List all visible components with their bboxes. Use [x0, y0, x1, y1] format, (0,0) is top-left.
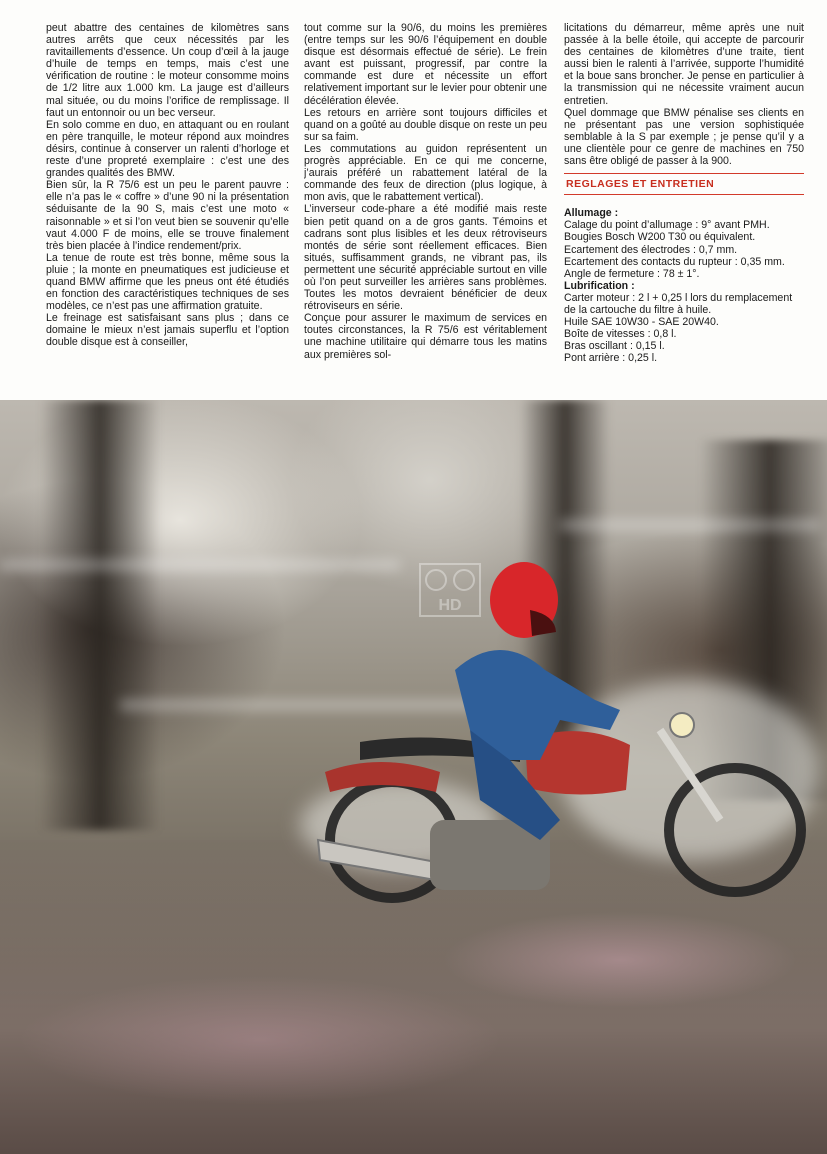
spec-line: Huile SAE 10W30 - SAE 20W40.	[564, 316, 719, 329]
paragraph: peut abattre des centaines de kilomètres sans autres arrêts que ceux nécessités par les ravitaillements d’essence. Un coup d’œil à la jauge d’huile de temps en temps, mais c’est une vérification de routine : le moteur consomme moins de 1/2 litre aux 1.000 km. La jauge est d’ailleurs mal située, ou du moins l’orifice de remplissage. Il faut un entonnoir ou un bec verseur.	[46, 22, 289, 119]
front-wheel	[669, 768, 801, 892]
spec-line: Ecartement des contacts du rupteur : 0,35 mm.	[564, 255, 785, 268]
spec-line: Boîte de vitesses : 0,8 l.	[564, 328, 677, 341]
paragraph: licitations du démarreur, même après une nuit passée à la belle étoile, qui accepte de parcourir des centaines de kilomètres d’une traite, tient aussi bien le ralenti à l’arrivée, supporte l’humidité et la boue sans broncher. Je pense en particulier à la transmission qui ne nécessite vraiment aucun entretien.	[564, 22, 804, 107]
section-title: REGLAGES ET ENTRETIEN	[566, 178, 715, 191]
paragraph: Les retours en arrière sont toujours difficiles et quand on a goûté au double disque on reste un peu sur sa faim.	[304, 106, 547, 143]
motorcycle-rider	[0, 400, 827, 1154]
spec-line: Pont arrière : 0,25 l.	[564, 352, 658, 365]
svg-text:HD: HD	[438, 597, 462, 614]
spec-line: Ecartement des électrodes : 0,7 mm.	[564, 243, 738, 256]
paragraph: La tenue de route est très bonne, même sous la pluie ; la monte en pneumatiques est judicieuse et quand BMW affirme que les pneus ont été étudiés en fonction des caractéristiques techniques de ses modèles, ce n’est pas une affirmation gratuite.	[46, 251, 289, 313]
paragraph: Les commutations au guidon représentent un progrès appréciable. En ce qui me concerne, j’aurais préféré un rabattement latéral de la commande des feux de direction (plus logique, à mon avis, que le rabattement vertical).	[304, 142, 547, 204]
paragraph: Conçue pour assurer le maximum de services en toutes circonstances, la R 75/6 est véritablement une machine utilitaire qui démarre tous les matins aux premières sol-	[304, 312, 547, 361]
article-text-area	[0, 0, 827, 400]
spec-line: Calage du point d’allumage : 9° avant PMH.	[564, 219, 770, 232]
paragraph: Bien sûr, la R 75/6 est un peu le parent pauvre : elle n’a pas le « coffre » d’une 90 ni la présentation séduisante de la 90 S, mais c’est une moto « raisonnable » et si l’on veut bien se souvenir qu’elle vaut 4.000 F de moins, elle se trouve finalement très bien placée à l’indice rendement/prix.	[46, 179, 289, 252]
article-column-3	[564, 22, 804, 394]
lubrification-heading: Lubrification :	[564, 279, 635, 292]
article-column-1	[46, 22, 289, 394]
paragraph: En solo comme en duo, en attaquant ou en roulant en père tranquille, le moteur répond aux moindres désirs, continue à conserver un ralenti d’horloge et reste d’une propreté exemplaire : c’est une des grandes qualités des BMW.	[46, 118, 289, 180]
paragraph: L’inverseur code-phare a été modifié mais reste bien petit quand on a de gros gants. Témoins et cadrans sont plus lisibles et les deux rétroviseurs montés de série sont réellement efficaces. Bien situés, suffisamment grands, ne vibrant pas, ils permettent une sécurité appréciable surtout en ville où l’on peut surveiller les arrières sans problèmes. Toutes les motos devraient bénéficier de deux rétroviseurs en série.	[304, 203, 547, 313]
allumage-heading: Allumage :	[564, 207, 619, 220]
spec-line: Bougies Bosch W200 T30 ou équivalent.	[564, 231, 756, 244]
paragraph: tout comme sur la 90/6, du moins les premières (entre temps sur les 90/6 l’équipement en double disque est désormais effectué de série). Le frein avant est puissant, progressif, par contre la commande est dure et nécessite un effort relativement important sur le levier pour obtenir une décélération élevée.	[304, 22, 547, 107]
section-divider-top	[564, 173, 804, 174]
spec-line: Angle de fermeture : 78 ± 1°.	[564, 267, 700, 280]
watermark-logo	[418, 562, 482, 618]
motorcycle-rain-photo	[0, 400, 827, 1154]
spec-line: Bras oscillant : 0,15 l.	[564, 340, 665, 353]
article-column-2	[304, 22, 547, 394]
headlight	[670, 713, 694, 737]
paragraph: Le freinage est satisfaisant sans plus ; dans ce domaine le mieux n’est jamais superflu et l’option double disque est à conseiller,	[46, 312, 289, 349]
paragraph: Quel dommage que BMW pénalise ses clients en ne présentant pas une version sophistiquée semblable à la S par exemple ; je pense qu’il y a une clientèle pour ce genre de machines en 750 sans être obligé de passer à la 900.	[564, 106, 804, 168]
section-divider-bottom	[564, 194, 804, 195]
spec-line: Carter moteur : 2 l + 0,25 l lors du remplacement de la cartouche du filtre à huile.	[564, 291, 793, 316]
